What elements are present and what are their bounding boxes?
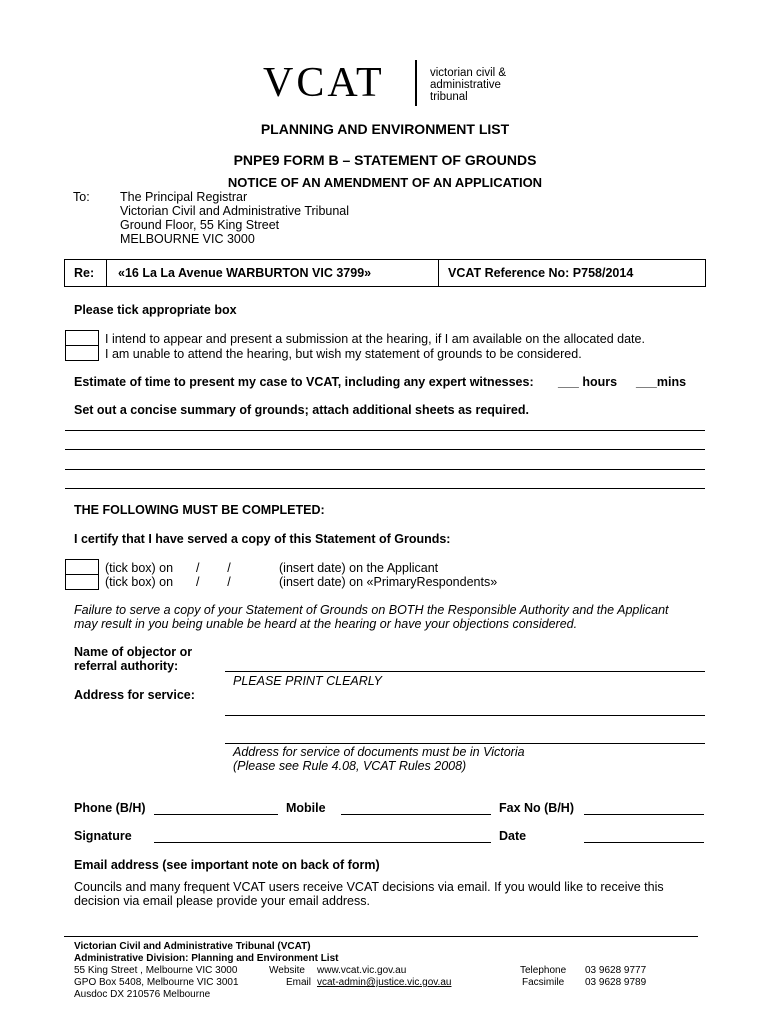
phone-field[interactable] bbox=[154, 814, 278, 815]
date-field[interactable] bbox=[584, 842, 704, 843]
applicant-served-checkbox[interactable] bbox=[65, 559, 99, 575]
to-line-4: MELBOURNE VIC 3000 bbox=[120, 232, 255, 246]
list-heading: PLANNING AND ENVIRONMENT LIST bbox=[260, 121, 510, 137]
footer-facsimile-label: Facsimile bbox=[522, 977, 565, 988]
email-heading: Email address (see important note on back of form) bbox=[74, 858, 380, 872]
footer-website[interactable]: www.vcat.vic.gov.au bbox=[317, 965, 407, 976]
mobile-label: Mobile bbox=[286, 801, 326, 815]
address-label: Address for service: bbox=[74, 688, 195, 702]
address-field-2[interactable] bbox=[225, 743, 705, 744]
logo-divider bbox=[415, 60, 417, 106]
failure-warning-line-1: Failure to serve a copy of your Statement of Grounds on BOTH the Responsible Authority and the Applicant bbox=[74, 603, 669, 617]
signature-field[interactable] bbox=[154, 842, 491, 843]
must-complete-heading: THE FOLLOWING MUST BE COMPLETED: bbox=[74, 503, 325, 517]
objector-name-label-2: referral authority: bbox=[74, 659, 179, 673]
footer-email-link[interactable]: vcat-admin@justice.vic.gov.au bbox=[317, 977, 452, 988]
fax-label: Fax No (B/H) bbox=[499, 801, 574, 815]
footer-address-3: Ausdoc DX 210576 Melbourne bbox=[74, 989, 211, 1000]
objector-name-field[interactable] bbox=[225, 671, 705, 672]
victoria-note-1: Address for service of documents must be in Victoria bbox=[233, 745, 525, 759]
served-respondents-text: (insert date) on «PrimaryRespondents» bbox=[279, 575, 498, 589]
re-address-cell bbox=[107, 260, 439, 286]
tick-heading: Please tick appropriate box bbox=[74, 303, 237, 317]
grounds-line-3[interactable] bbox=[65, 469, 705, 470]
footer-address-2: GPO Box 5408, Melbourne VIC 3001 bbox=[74, 977, 239, 988]
grounds-line-2[interactable] bbox=[65, 449, 705, 450]
form-title: PNPE9 FORM B – STATEMENT OF GROUNDS bbox=[233, 152, 537, 168]
notice-heading: NOTICE OF AN AMENDMENT OF AN APPLICATION bbox=[227, 175, 543, 190]
appear-option-label: I intend to appear and present a submission at the hearing, if I am available on the allocated date. bbox=[105, 332, 645, 346]
estimate-label: Estimate of time to present my case to VCAT, including any expert witnesses: bbox=[74, 375, 534, 389]
service-date-1[interactable]: / / bbox=[196, 561, 231, 575]
mobile-field[interactable] bbox=[341, 814, 491, 815]
phone-label: Phone (B/H) bbox=[74, 801, 146, 815]
to-line-2: Victorian Civil and Administrative Tribunal bbox=[120, 204, 350, 218]
logo-subtitle-3: tribunal bbox=[430, 91, 468, 103]
footer-division: Administrative Division: Planning and Environment List bbox=[74, 953, 339, 964]
objector-name-label-1: Name of objector or bbox=[74, 645, 193, 659]
estimate-mins[interactable]: ___mins bbox=[636, 375, 687, 389]
logo-subtitle-2: administrative bbox=[430, 79, 501, 91]
re-label: Re: bbox=[74, 266, 95, 280]
service-date-2[interactable]: / / bbox=[196, 575, 231, 589]
unable-option-label: I am unable to attend the hearing, but wish my statement of grounds to be considered. bbox=[105, 347, 582, 361]
served-applicant-text: (insert date) on the Applicant bbox=[279, 561, 439, 575]
to-line-1: The Principal Registrar bbox=[120, 190, 248, 204]
fax-field[interactable] bbox=[584, 814, 704, 815]
grounds-line-4[interactable] bbox=[65, 488, 705, 489]
footer-email-label: Email bbox=[286, 977, 312, 988]
re-reference-cell bbox=[439, 260, 705, 286]
to-line-3: Ground Floor, 55 King Street bbox=[120, 218, 280, 232]
date-label: Date bbox=[499, 829, 527, 843]
re-label-cell bbox=[65, 260, 107, 286]
footer-divider bbox=[64, 936, 698, 937]
email-text-1: Councils and many frequent VCAT users receive VCAT decisions via email. If you would like to receive this bbox=[74, 880, 664, 894]
email-text-2: decision via email please provide your email address. bbox=[74, 894, 370, 908]
victoria-note-2: (Please see Rule 4.08, VCAT Rules 2008) bbox=[233, 759, 467, 773]
footer-telephone: 03 9628 9777 bbox=[585, 965, 647, 976]
failure-warning-line-2: may result in you being unable be heard at the hearing or have your objections considered. bbox=[74, 617, 578, 631]
summary-instruction: Set out a concise summary of grounds; attach additional sheets as required. bbox=[74, 403, 529, 417]
certify-heading: I certify that I have served a copy of this Statement of Grounds: bbox=[74, 532, 451, 546]
re-address: «16 La La Avenue WARBURTON VIC 3799» bbox=[118, 266, 372, 280]
grounds-line-1[interactable] bbox=[65, 430, 705, 431]
footer-org: Victorian Civil and Administrative Tribunal (VCAT) bbox=[74, 941, 311, 952]
logo-subtitle-1: victorian civil & bbox=[430, 67, 507, 79]
to-label: To: bbox=[73, 190, 90, 204]
signature-label: Signature bbox=[74, 829, 132, 843]
re-reference: VCAT Reference No: P758/2014 bbox=[448, 266, 634, 280]
estimate-hours[interactable]: ___ hours bbox=[558, 375, 618, 389]
footer-facsimile: 03 9628 9789 bbox=[585, 977, 647, 988]
tick-box-on-2: (tick box) on bbox=[105, 575, 174, 589]
respondents-served-checkbox[interactable] bbox=[65, 574, 99, 590]
print-clearly-note: PLEASE PRINT CLEARLY bbox=[233, 674, 382, 688]
unable-checkbox[interactable] bbox=[65, 345, 99, 361]
footer-telephone-label: Telephone bbox=[520, 965, 567, 976]
address-field-1[interactable] bbox=[225, 715, 705, 716]
footer-address-1: 55 King Street , Melbourne VIC 3000 bbox=[74, 965, 238, 976]
vcat-logo-wordmark: VCAT bbox=[263, 60, 385, 106]
re-table bbox=[64, 259, 706, 287]
appear-checkbox[interactable] bbox=[65, 330, 99, 346]
tick-box-on-1: (tick box) on bbox=[105, 561, 174, 575]
footer-website-label: Website bbox=[269, 965, 305, 976]
